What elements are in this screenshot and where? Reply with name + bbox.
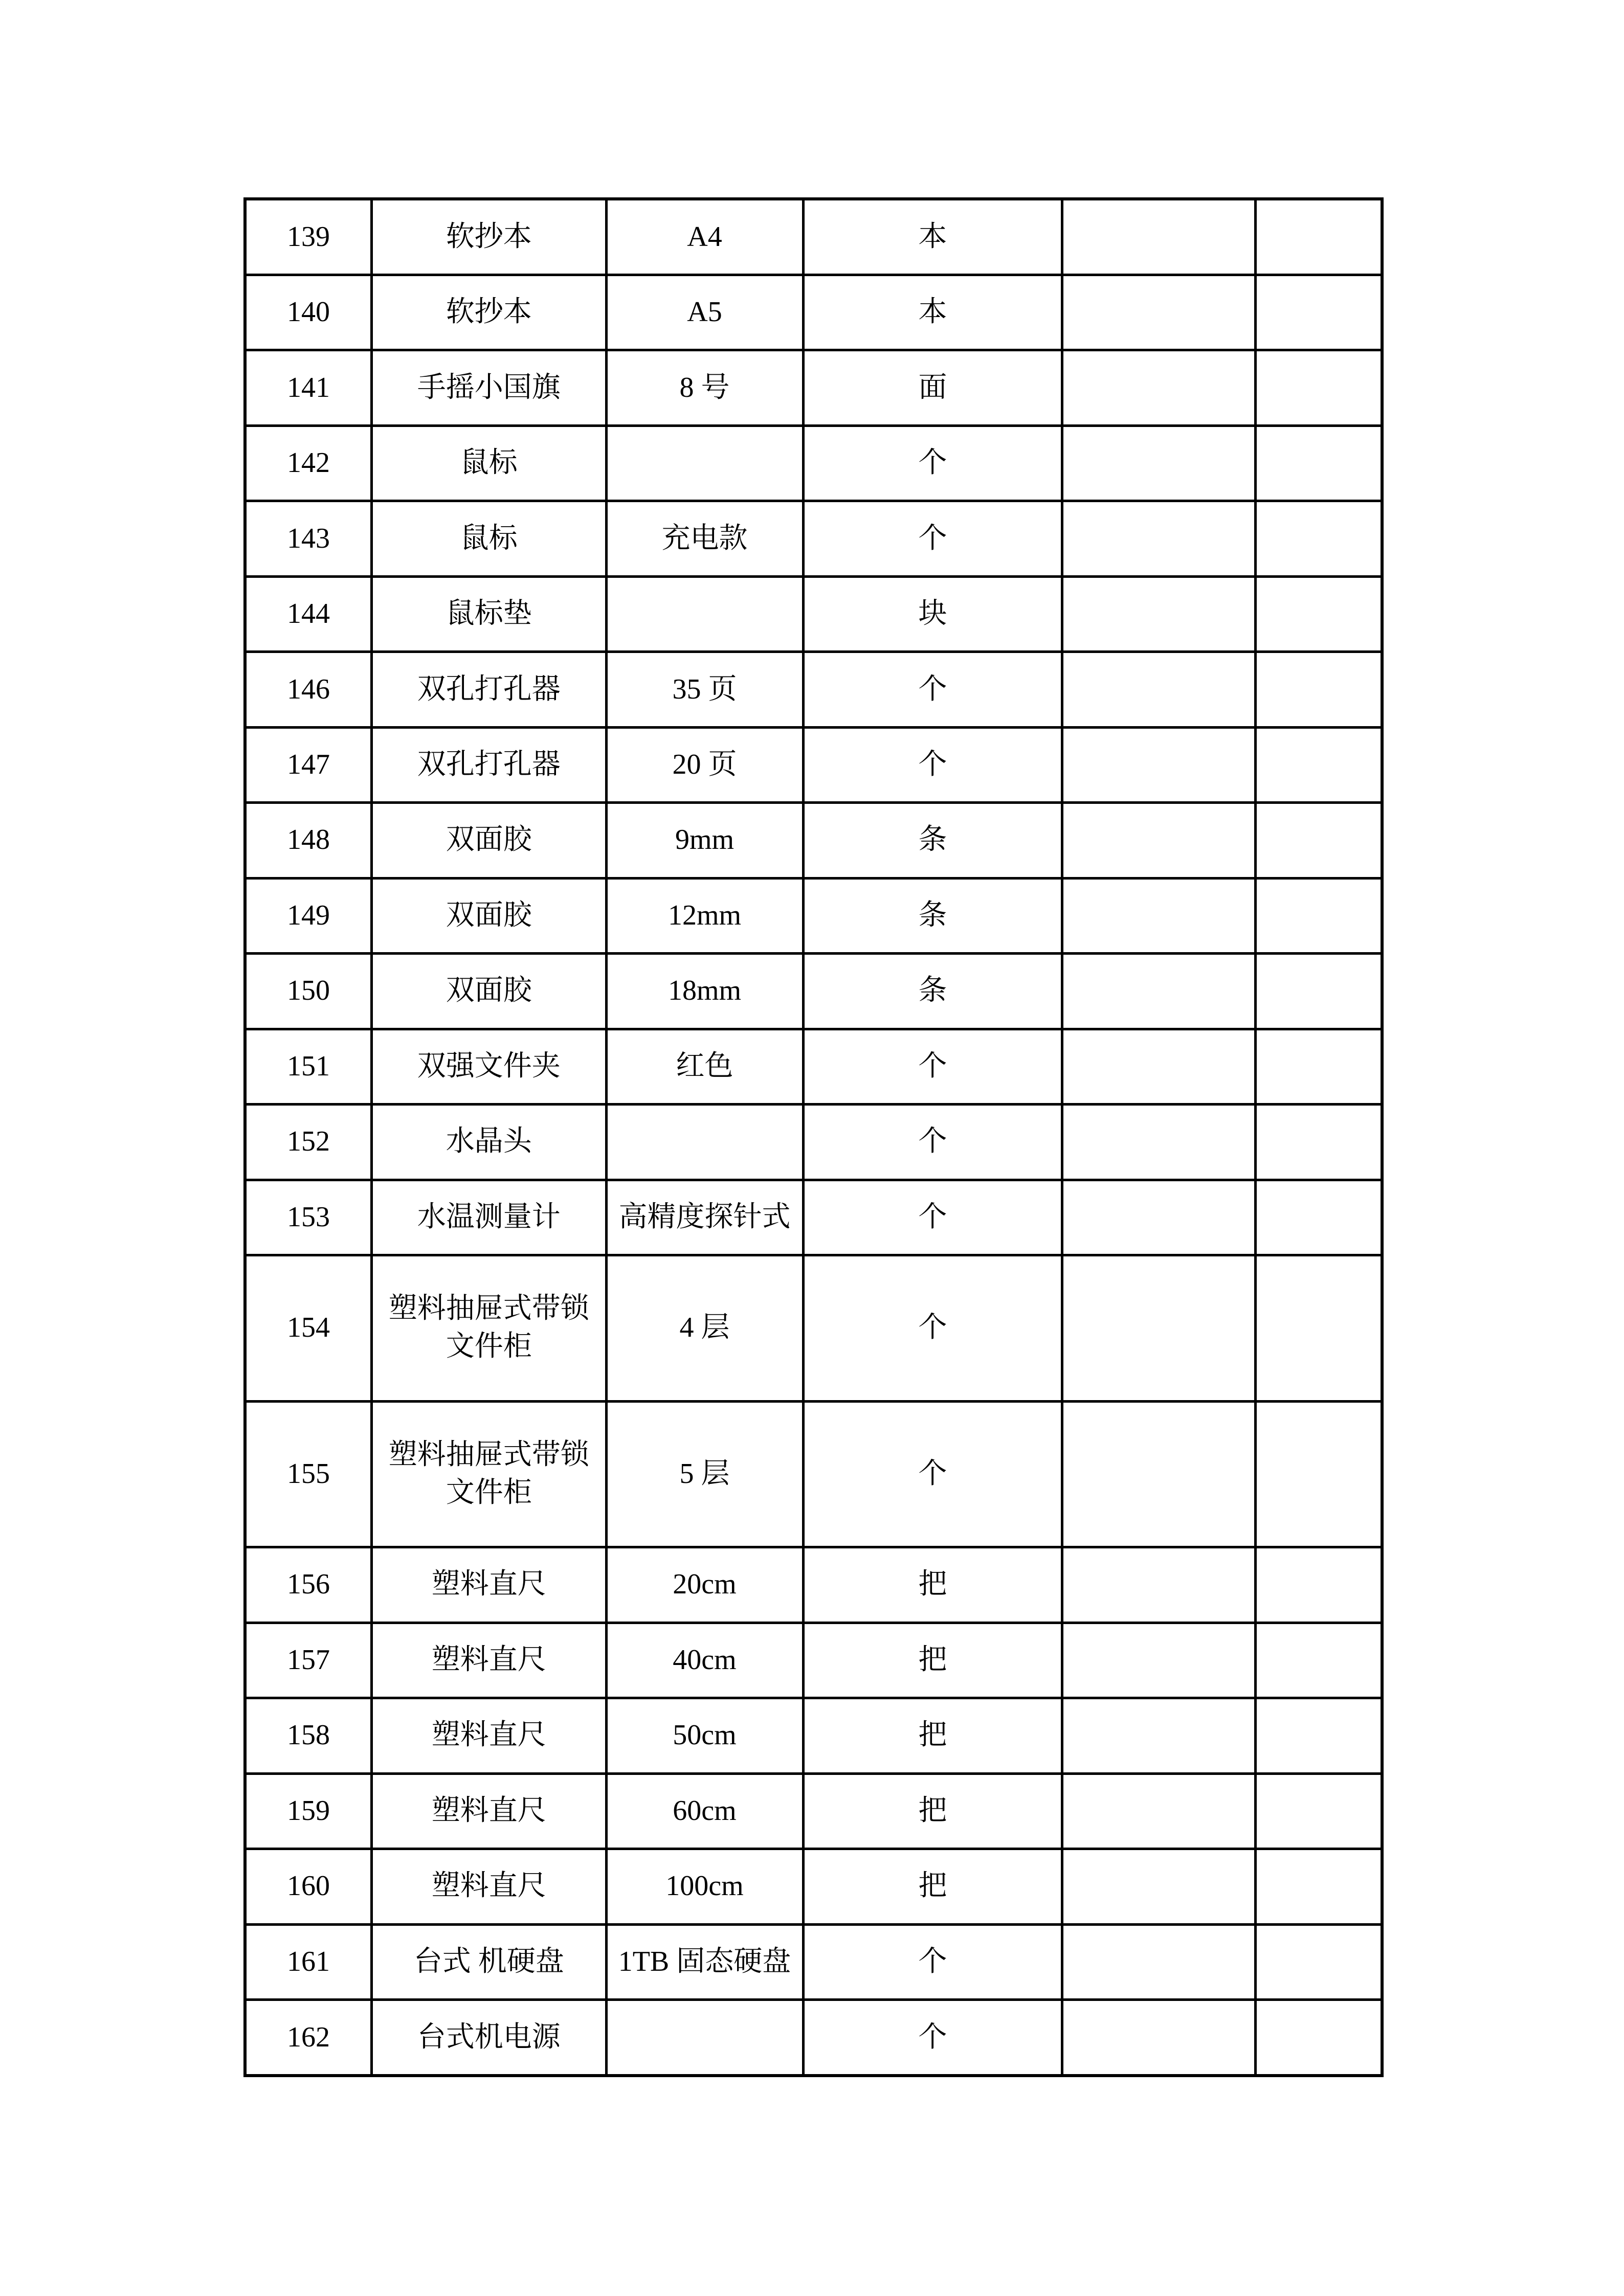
cell-spec: 35 页 <box>606 652 803 727</box>
table-row <box>245 1029 1382 1104</box>
cell-spec: 8 号 <box>606 350 803 425</box>
cell-empty-1 <box>1062 576 1256 651</box>
table-row <box>245 199 1382 275</box>
table-row <box>245 1623 1382 1698</box>
cell-unit: 个 <box>803 1180 1062 1255</box>
supplies-table-body <box>245 199 1382 2076</box>
cell-item-name: 双孔打孔器 <box>371 727 606 802</box>
cell-item-name: 塑料直尺 <box>371 1849 606 1924</box>
cell-empty-2 <box>1256 350 1382 425</box>
cell-row-number: 152 <box>245 1105 371 1180</box>
cell-row-number: 146 <box>245 652 371 727</box>
cell-row-number: 141 <box>245 350 371 425</box>
cell-spec: 18mm <box>606 954 803 1029</box>
cell-spec <box>606 1105 803 1180</box>
cell-spec: 12mm <box>606 878 803 953</box>
table-row <box>245 1773 1382 1849</box>
cell-unit: 个 <box>803 652 1062 727</box>
cell-spec <box>606 576 803 651</box>
cell-unit: 把 <box>803 1623 1062 1698</box>
table-row <box>245 501 1382 576</box>
cell-unit: 个 <box>803 1255 1062 1402</box>
cell-unit: 个 <box>803 1029 1062 1104</box>
cell-item-name: 水晶头 <box>371 1105 606 1180</box>
cell-empty-1 <box>1062 2000 1256 2076</box>
cell-spec: 1TB 固态硬盘 <box>606 1924 803 1999</box>
cell-empty-2 <box>1256 275 1382 350</box>
cell-spec: 9mm <box>606 803 803 878</box>
cell-unit: 个 <box>803 1105 1062 1180</box>
table-row <box>245 576 1382 651</box>
cell-empty-2 <box>1256 878 1382 953</box>
cell-unit: 把 <box>803 1849 1062 1924</box>
cell-empty-1 <box>1062 1180 1256 1255</box>
cell-empty-2 <box>1256 199 1382 275</box>
table-row <box>245 1698 1382 1773</box>
cell-empty-1 <box>1062 1547 1256 1623</box>
cell-empty-1 <box>1062 1401 1256 1547</box>
cell-empty-2 <box>1256 1029 1382 1104</box>
cell-item-name: 鼠标 <box>371 425 606 501</box>
table-row <box>245 727 1382 802</box>
cell-item-name: 软抄本 <box>371 199 606 275</box>
cell-empty-1 <box>1062 954 1256 1029</box>
table-row <box>245 1849 1382 1924</box>
table-row <box>245 275 1382 350</box>
cell-empty-1 <box>1062 275 1256 350</box>
cell-row-number: 143 <box>245 501 371 576</box>
cell-empty-1 <box>1062 501 1256 576</box>
cell-empty-2 <box>1256 425 1382 501</box>
table-row <box>245 652 1382 727</box>
cell-empty-1 <box>1062 1105 1256 1180</box>
cell-item-name: 鼠标垫 <box>371 576 606 651</box>
cell-item-name: 双强文件夹 <box>371 1029 606 1104</box>
cell-row-number: 155 <box>245 1401 371 1547</box>
cell-row-number: 142 <box>245 425 371 501</box>
cell-empty-1 <box>1062 350 1256 425</box>
cell-unit: 块 <box>803 576 1062 651</box>
cell-empty-1 <box>1062 199 1256 275</box>
cell-row-number: 161 <box>245 1924 371 1999</box>
table-row <box>245 1401 1382 1547</box>
cell-empty-1 <box>1062 803 1256 878</box>
cell-empty-1 <box>1062 1849 1256 1924</box>
cell-item-name: 塑料直尺 <box>371 1623 606 1698</box>
cell-unit: 条 <box>803 803 1062 878</box>
cell-empty-2 <box>1256 1547 1382 1623</box>
cell-empty-2 <box>1256 1849 1382 1924</box>
cell-row-number: 144 <box>245 576 371 651</box>
table-row <box>245 1547 1382 1623</box>
cell-item-name: 塑料直尺 <box>371 1698 606 1773</box>
cell-spec: 充电款 <box>606 501 803 576</box>
cell-empty-2 <box>1256 501 1382 576</box>
cell-empty-1 <box>1062 1255 1256 1402</box>
cell-empty-1 <box>1062 1773 1256 1849</box>
table-row <box>245 803 1382 878</box>
cell-spec: 4 层 <box>606 1255 803 1402</box>
cell-unit: 条 <box>803 878 1062 953</box>
cell-empty-2 <box>1256 954 1382 1029</box>
cell-row-number: 147 <box>245 727 371 802</box>
cell-spec: 5 层 <box>606 1401 803 1547</box>
cell-spec: 40cm <box>606 1623 803 1698</box>
cell-empty-1 <box>1062 1698 1256 1773</box>
cell-empty-2 <box>1256 803 1382 878</box>
cell-item-name: 鼠标 <box>371 501 606 576</box>
cell-spec: 100cm <box>606 1849 803 1924</box>
cell-empty-2 <box>1256 1698 1382 1773</box>
cell-empty-2 <box>1256 1773 1382 1849</box>
cell-unit: 条 <box>803 954 1062 1029</box>
cell-unit: 本 <box>803 275 1062 350</box>
cell-item-name: 台式 机硬盘 <box>371 1924 606 1999</box>
cell-row-number: 154 <box>245 1255 371 1402</box>
cell-spec: 红色 <box>606 1029 803 1104</box>
cell-row-number: 156 <box>245 1547 371 1623</box>
cell-row-number: 157 <box>245 1623 371 1698</box>
table-row <box>245 425 1382 501</box>
table-row <box>245 1180 1382 1255</box>
cell-row-number: 153 <box>245 1180 371 1255</box>
cell-row-number: 159 <box>245 1773 371 1849</box>
cell-item-name: 软抄本 <box>371 275 606 350</box>
cell-empty-1 <box>1062 1623 1256 1698</box>
cell-empty-2 <box>1256 727 1382 802</box>
table-row <box>245 954 1382 1029</box>
cell-item-name: 双面胶 <box>371 878 606 953</box>
cell-empty-1 <box>1062 878 1256 953</box>
cell-row-number: 149 <box>245 878 371 953</box>
cell-empty-1 <box>1062 652 1256 727</box>
cell-row-number: 151 <box>245 1029 371 1104</box>
cell-item-name: 塑料抽屉式带锁文件柜 <box>371 1401 606 1547</box>
cell-empty-2 <box>1256 1623 1382 1698</box>
table-row <box>245 350 1382 425</box>
cell-row-number: 148 <box>245 803 371 878</box>
cell-unit: 个 <box>803 501 1062 576</box>
cell-spec: 20cm <box>606 1547 803 1623</box>
cell-empty-1 <box>1062 727 1256 802</box>
cell-row-number: 140 <box>245 275 371 350</box>
cell-unit: 把 <box>803 1547 1062 1623</box>
cell-item-name: 塑料直尺 <box>371 1547 606 1623</box>
cell-empty-2 <box>1256 1255 1382 1402</box>
cell-item-name: 双孔打孔器 <box>371 652 606 727</box>
cell-empty-2 <box>1256 576 1382 651</box>
cell-unit: 本 <box>803 199 1062 275</box>
cell-spec <box>606 2000 803 2076</box>
cell-empty-1 <box>1062 1029 1256 1104</box>
cell-item-name: 双面胶 <box>371 954 606 1029</box>
table-row <box>245 1255 1382 1402</box>
cell-row-number: 150 <box>245 954 371 1029</box>
cell-spec: A4 <box>606 199 803 275</box>
cell-item-name: 水温测量计 <box>371 1180 606 1255</box>
cell-item-name: 台式机电源 <box>371 2000 606 2076</box>
cell-unit: 个 <box>803 727 1062 802</box>
cell-spec: 高精度探针式 <box>606 1180 803 1255</box>
cell-item-name: 塑料抽屉式带锁文件柜 <box>371 1255 606 1402</box>
cell-item-name: 塑料直尺 <box>371 1773 606 1849</box>
cell-spec: 60cm <box>606 1773 803 1849</box>
cell-empty-2 <box>1256 2000 1382 2076</box>
cell-spec: A5 <box>606 275 803 350</box>
cell-item-name: 手摇小国旗 <box>371 350 606 425</box>
cell-unit: 把 <box>803 1698 1062 1773</box>
table-row <box>245 1105 1382 1180</box>
cell-row-number: 162 <box>245 2000 371 2076</box>
cell-unit: 把 <box>803 1773 1062 1849</box>
cell-empty-2 <box>1256 652 1382 727</box>
cell-unit: 个 <box>803 2000 1062 2076</box>
cell-unit: 个 <box>803 1924 1062 1999</box>
table-row <box>245 1924 1382 1999</box>
cell-empty-2 <box>1256 1401 1382 1547</box>
cell-row-number: 160 <box>245 1849 371 1924</box>
cell-empty-2 <box>1256 1924 1382 1999</box>
cell-unit: 个 <box>803 425 1062 501</box>
cell-spec: 50cm <box>606 1698 803 1773</box>
supplies-table <box>243 197 1384 2077</box>
cell-empty-1 <box>1062 1924 1256 1999</box>
cell-empty-2 <box>1256 1180 1382 1255</box>
cell-empty-1 <box>1062 425 1256 501</box>
cell-spec <box>606 425 803 501</box>
cell-row-number: 158 <box>245 1698 371 1773</box>
cell-empty-2 <box>1256 1105 1382 1180</box>
cell-row-number: 139 <box>245 199 371 275</box>
cell-spec: 20 页 <box>606 727 803 802</box>
table-row <box>245 878 1382 953</box>
cell-unit: 面 <box>803 350 1062 425</box>
cell-unit: 个 <box>803 1401 1062 1547</box>
cell-item-name: 双面胶 <box>371 803 606 878</box>
table-row <box>245 2000 1382 2076</box>
